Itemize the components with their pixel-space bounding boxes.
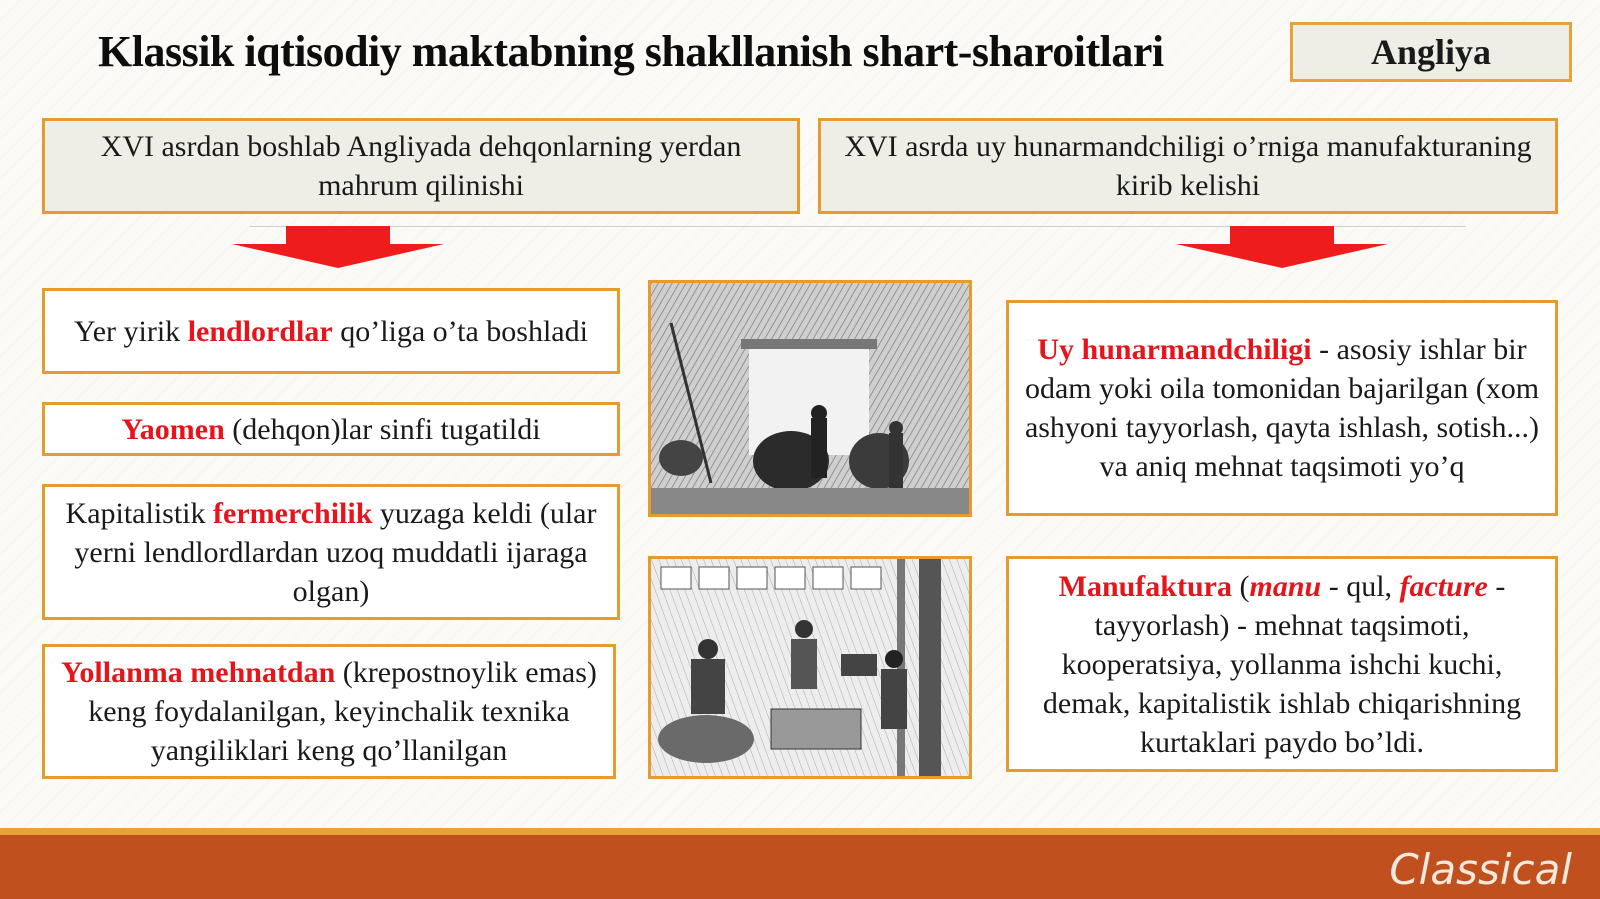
right-header-box [818, 118, 1558, 214]
highlight-lendlordlar: lendlordlar [187, 314, 333, 348]
left-item-1: Yer yirik lendlordlar qo’liga o’ta boshladi [42, 288, 620, 374]
manufactory-engraving-image [648, 556, 972, 779]
left-down-arrow-icon [232, 226, 444, 268]
workshop-engraving-image [648, 280, 972, 517]
right-item-1: Uy hunarmandchiligi - asosiy ishlar bir odam yoki oila tomonidan bajarilgan (xom ashyoni tayyorlash, qayta ishlash, sotish...) va aniq mehnat taqsimoti yo’q [1006, 300, 1558, 516]
right-item-2: Manufaktura (manu - qul, facture - tayyorlash) - mehnat taqsimoti, kooperatsiya, yollanma ishchi kuchi, demak, kapitalistik ishlab chiqarishning kurtaklari paydo bo’ldi. [1006, 556, 1558, 772]
left-item-2: Yaomen (dehqon)lar sinfi tugatildi [42, 402, 620, 456]
left-header-text: XVI asrdan boshlab Angliyada dehqonlarning yerdan mahrum qilinishi [100, 130, 742, 202]
highlight-uy-hunarmandchiligi: Uy hunarmandchiligi [1037, 333, 1312, 366]
left-item-3: Kapitalistik fermerchilik yuzaga keldi (ular yerni lendlordlardan uzoq muddatli ijaraga olgan) [42, 484, 620, 620]
footer-bar [0, 828, 1600, 899]
right-down-arrow-icon [1176, 226, 1388, 268]
highlight-manufaktura: Manufaktura [1058, 569, 1232, 603]
highlight-fermerchilik: fermerchilik [213, 496, 373, 530]
left-header-box [42, 118, 800, 214]
page-title: Klassik iqtisodiy maktabning shakllanish shart-sharoitlari [98, 27, 1164, 76]
country-label: Angliya [1290, 22, 1572, 82]
highlight-yollanma: Yollanma mehnatdan [61, 656, 336, 689]
highlight-yaomen: Yaomen [121, 412, 225, 446]
left-item-4: Yollanma mehnatdan (krepostnoylik emas) keng foydalanilgan, keyinchalik texnika yangiliklari keng qo’llanilgan [42, 644, 616, 779]
highlight-manu: manu [1249, 569, 1322, 603]
right-header-text: XVI asrda uy hunarmandchiligi o’rniga manufakturaning kirib kelishi [844, 130, 1532, 202]
footer-label: Classical [1389, 845, 1572, 894]
highlight-facture: facture [1399, 569, 1488, 603]
